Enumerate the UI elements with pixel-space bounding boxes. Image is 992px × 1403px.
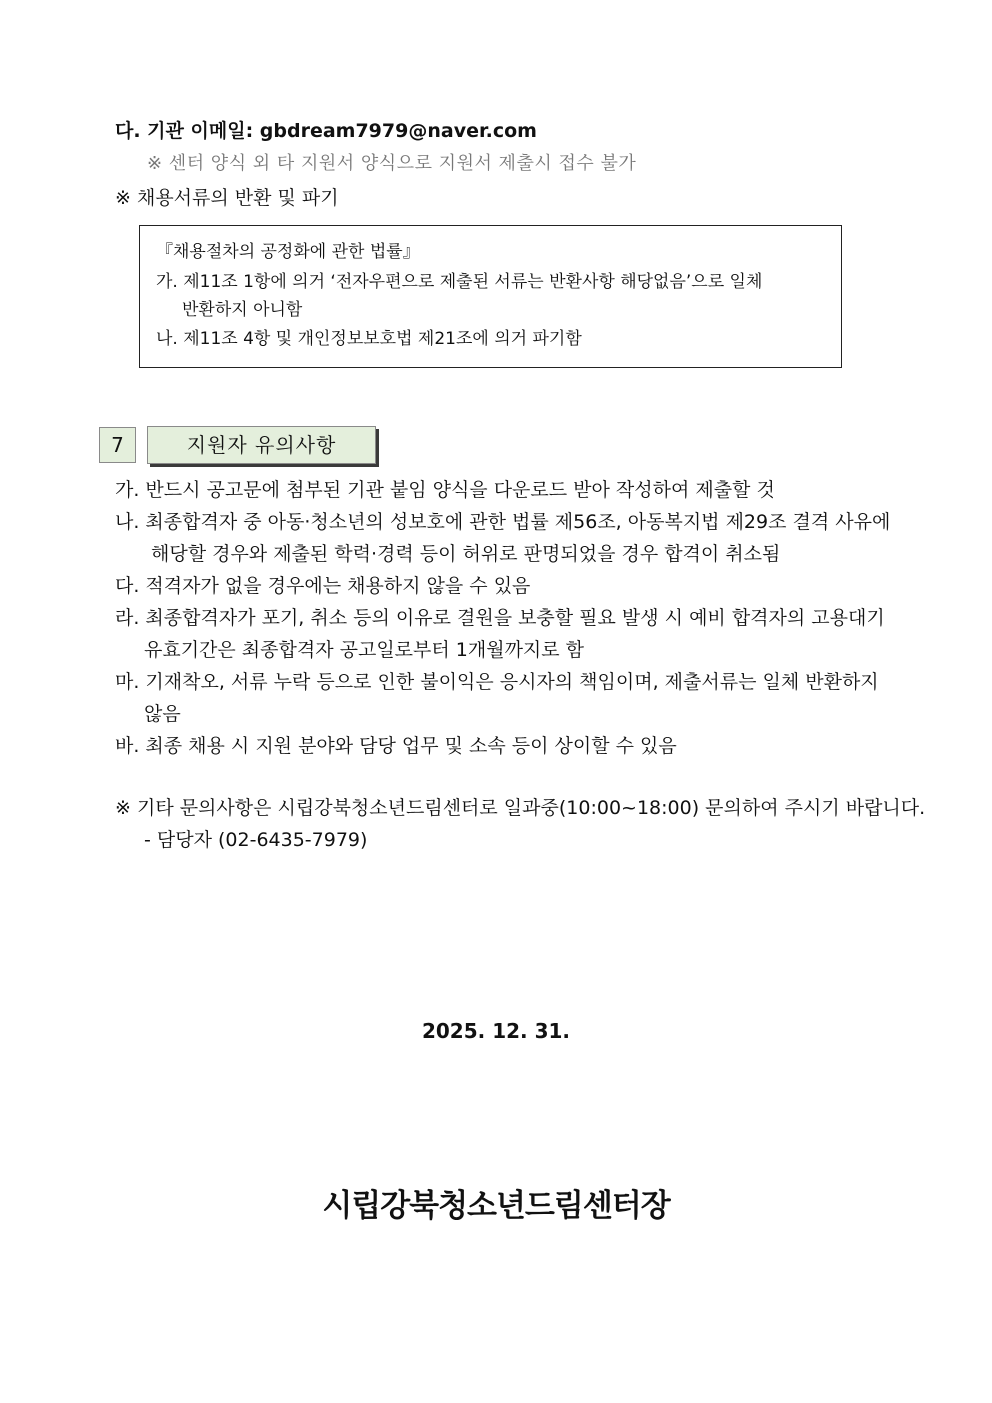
email-line: 다. 기관 이메일: gbdream7979@naver.com bbox=[115, 120, 537, 142]
inquiry-line: ※ 기타 문의사항은 시립강북청소년드림센터로 일과중(10:00~18:00) 문의하여 주시기 바랍니다. bbox=[115, 797, 926, 819]
law-box-line: 나. 제11조 4항 및 개인정보보호법 제21조에 의거 파기함 bbox=[156, 329, 582, 349]
notice-item: 마. 기재착오, 서류 누락 등으로 인한 불이익은 응시자의 책임이며, 제출서류는 일체 반환하지 bbox=[115, 671, 879, 693]
section-title: 지원자 유의사항 bbox=[147, 426, 376, 464]
document-date: 2025. 12. 31. bbox=[421, 1019, 571, 1043]
notice-item: 라. 최종합격자가 포기, 취소 등의 이유로 결원을 보충할 필요 발생 시 예비 합격자의 고용대기 bbox=[115, 607, 885, 629]
notice-item-continuation: 않음 bbox=[144, 703, 181, 725]
notice-item: 바. 최종 채용 시 지원 분야와 담당 업무 및 소속 등이 상이할 수 있음 bbox=[115, 735, 677, 757]
contact-person: - 담당자 (02-6435-7979) bbox=[144, 829, 368, 851]
notice-item: 나. 최종합격자 중 아동·청소년의 성보호에 관한 법률 제56조, 아동복지법 제29조 결격 사유에 bbox=[115, 511, 891, 533]
form-notice: ※ 센터 양식 외 타 지원서 양식으로 지원서 제출시 접수 불가 bbox=[147, 153, 637, 174]
law-box-heading: 『채용절차의 공정화에 관한 법률』 bbox=[156, 242, 420, 262]
law-box-line: 반환하지 아니함 bbox=[182, 300, 303, 320]
notice-item-continuation: 해당할 경우와 제출된 학력·경력 등이 허위로 판명되었을 경우 합격이 취소됨 bbox=[151, 543, 781, 565]
notice-item: 다. 적격자가 없을 경우에는 채용하지 않을 수 있음 bbox=[115, 575, 531, 597]
returns-title: ※ 채용서류의 반환 및 파기 bbox=[115, 187, 339, 209]
law-box bbox=[139, 225, 842, 368]
notice-item-continuation: 유효기간은 최종합격자 공고일로부터 1개월까지로 함 bbox=[144, 639, 585, 661]
section-number: 7 bbox=[99, 427, 136, 463]
law-box-line: 가. 제11조 1항에 의거 ‘전자우편으로 제출된 서류는 반환사항 해당없음’으로 일체 bbox=[156, 272, 763, 292]
organization-signature: 시립강북청소년드림센터장 bbox=[322, 1188, 670, 1224]
notice-item: 가. 반드시 공고문에 첨부된 기관 붙임 양식을 다운로드 받아 작성하여 제출할 것 bbox=[115, 479, 775, 501]
